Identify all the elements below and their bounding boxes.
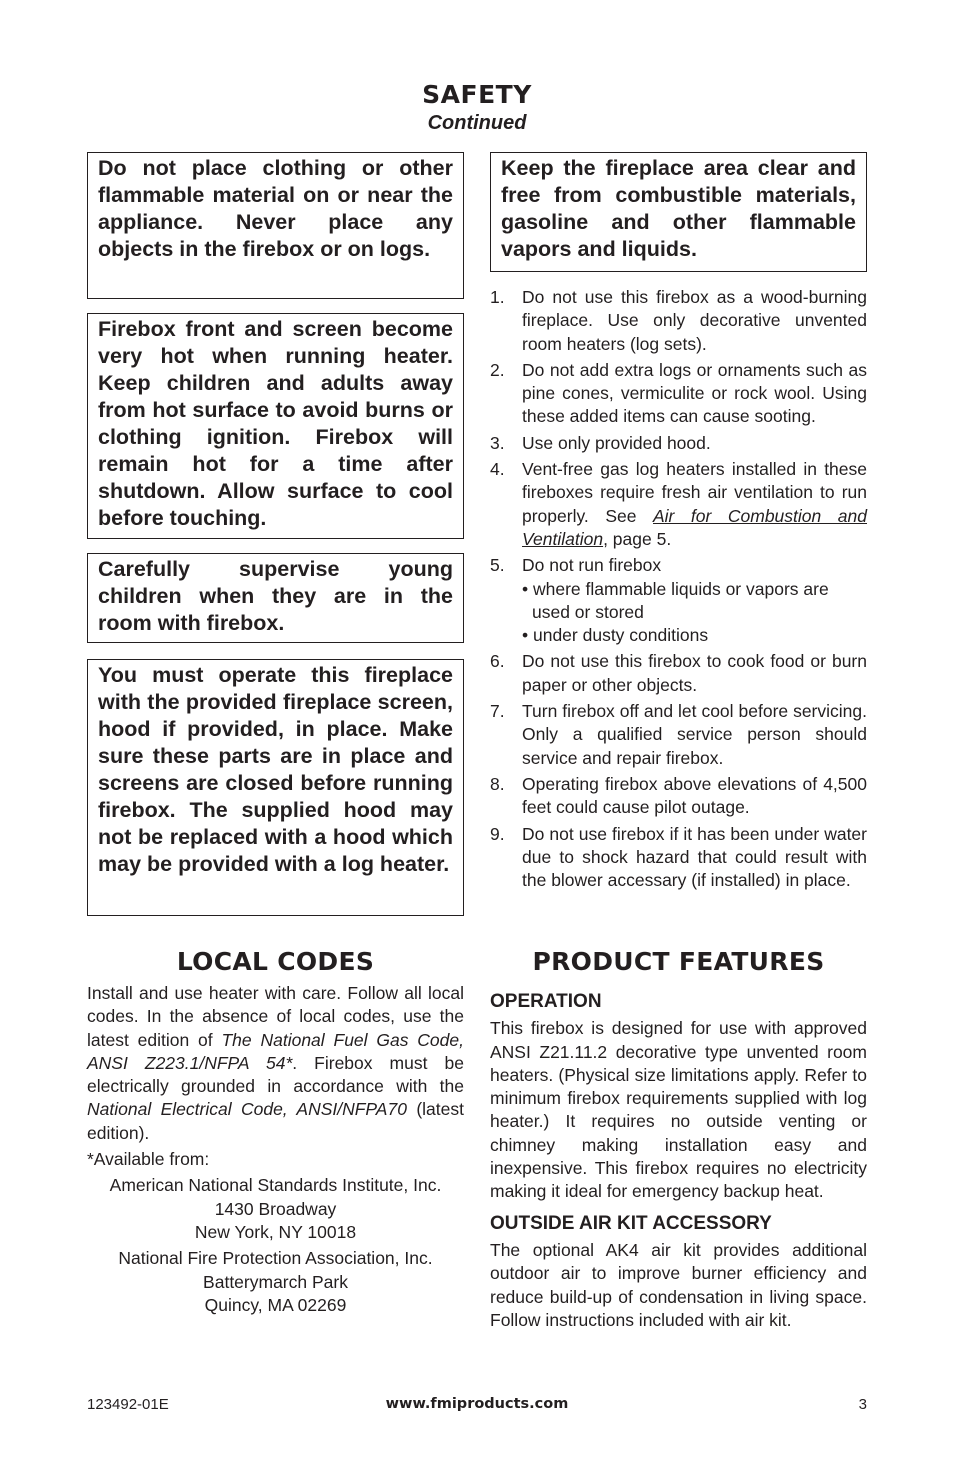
list-item: 1. Do not use this firebox as a wood-burning fireplace. Use only decorative unvented room heaters (log sets). xyxy=(490,287,867,354)
warning-box-keep-clear: Keep the fireplace area clear and free from combustible materials, gasoline and other flammable vapors and liquids. xyxy=(490,152,867,272)
doc-number: 123492-01E xyxy=(87,1396,169,1413)
list-item: 4. Vent-free gas log heaters installed in these fireboxes require fresh air ventilation to run properly. See Air for Combustion and Ventilation, page 5. xyxy=(490,459,867,549)
list-item: 9. Do not use firebox if it has been under water due to shock hazard that could result with the blower accessary (if installed) in place. xyxy=(490,823,867,891)
list-item: 8. Operating firebox above elevations of 4,500 feet could cause pilot outage. xyxy=(490,773,867,818)
product-features-body xyxy=(490,990,867,1340)
website-link[interactable]: www.fmiproducts.com xyxy=(385,1396,569,1412)
page-subtitle: Continued xyxy=(427,112,527,134)
air-kit-text: The optional AK4 air kit provides additional outdoor air to improve burner efficiency and reduce build-up of condensation in living space. Follow instructions included with air kit. xyxy=(490,1239,867,1330)
page-title: SAFETY xyxy=(422,80,532,109)
address-nfpa: National Fire Protection Association, Inc. Batterymarch Park Quincy, MA 02269 xyxy=(118,1248,433,1315)
list-item: 3. Use only provided hood. xyxy=(490,432,711,453)
air-kit-heading: OUTSIDE AIR KIT ACCESSORY xyxy=(490,1212,772,1234)
ventilation-reference-link[interactable]: Air for Combustion and Ventilation xyxy=(522,505,867,549)
safety-list xyxy=(490,286,867,892)
warning-box-clothing: Do not place clothing or other flammable material on or near the appliance. Never place any objects in the firebox or on logs. xyxy=(87,152,464,299)
address-ansi: American National Standards Institute, Inc. 1430 Broadway New York, NY 10018 xyxy=(109,1175,442,1242)
operation-text: This firebox is designed for use with approved ANSI Z21.11.2 decorative type unvented room heaters. (Physical size limitations apply. Refer to minimum firebox requirements supplied with log heater.) It requires no outside venting or chimney making installation easy and inexpensive. This firebox requires no electricity making it ideal for emergency backup heat. xyxy=(490,1018,867,1202)
local-codes-paragraph: Install and use heater with care. Follow all local codes. In the absence of local codes, use the latest edition of The National Fuel Gas Code, ANSI Z223.1/NFPA 54*. Firebox must be electrically grounded in accordance with the National Electrical Code, ANSI/NFPA70 (latest edition). xyxy=(87,983,464,1143)
list-item: 6. Do not use this firebox to cook food or burn paper or other objects. xyxy=(490,651,867,695)
left-warnings-column xyxy=(87,152,464,930)
local-codes-heading: LOCAL CODES xyxy=(176,947,375,976)
warning-box-hot-surface: Firebox front and screen become very hot when running heater. Keep children and adults away from hot surface to avoid burns or clothing ignition. Firebox will remain hot for a time after shutdown. Allow surface to cool before touching. xyxy=(87,313,464,539)
list-item: 2. Do not add extra logs or ornaments such as pine cones, vermiculite or rock wool. Using these added items can cause sooting. xyxy=(490,359,867,427)
right-safety-column xyxy=(490,152,867,895)
page-number: 3 xyxy=(858,1396,867,1413)
list-item: 5. Do not run firebox • where flammable liquids or vapors are used or stored • under dusty conditions xyxy=(490,555,829,646)
list-item: 7. Turn firebox off and let cool before servicing. Only a qualified service person should service and repair firebox. xyxy=(490,701,867,768)
warning-box-supervise-children: Carefully supervise young children when they are in the room with firebox. xyxy=(87,553,464,643)
available-from: *Available from: xyxy=(87,1149,210,1170)
warning-box-screen-hood: You must operate this fireplace with the provided fireplace screen, hood if provided, in place. Make sure these parts are in place and screens are closed before running firebox. The supplied hood may not be replaced with a hood which may be provided with a log heater. xyxy=(87,659,464,916)
operation-heading: OPERATION xyxy=(490,991,602,1012)
local-codes-body xyxy=(87,982,464,1320)
product-features-heading: PRODUCT FEATURES xyxy=(532,947,825,976)
